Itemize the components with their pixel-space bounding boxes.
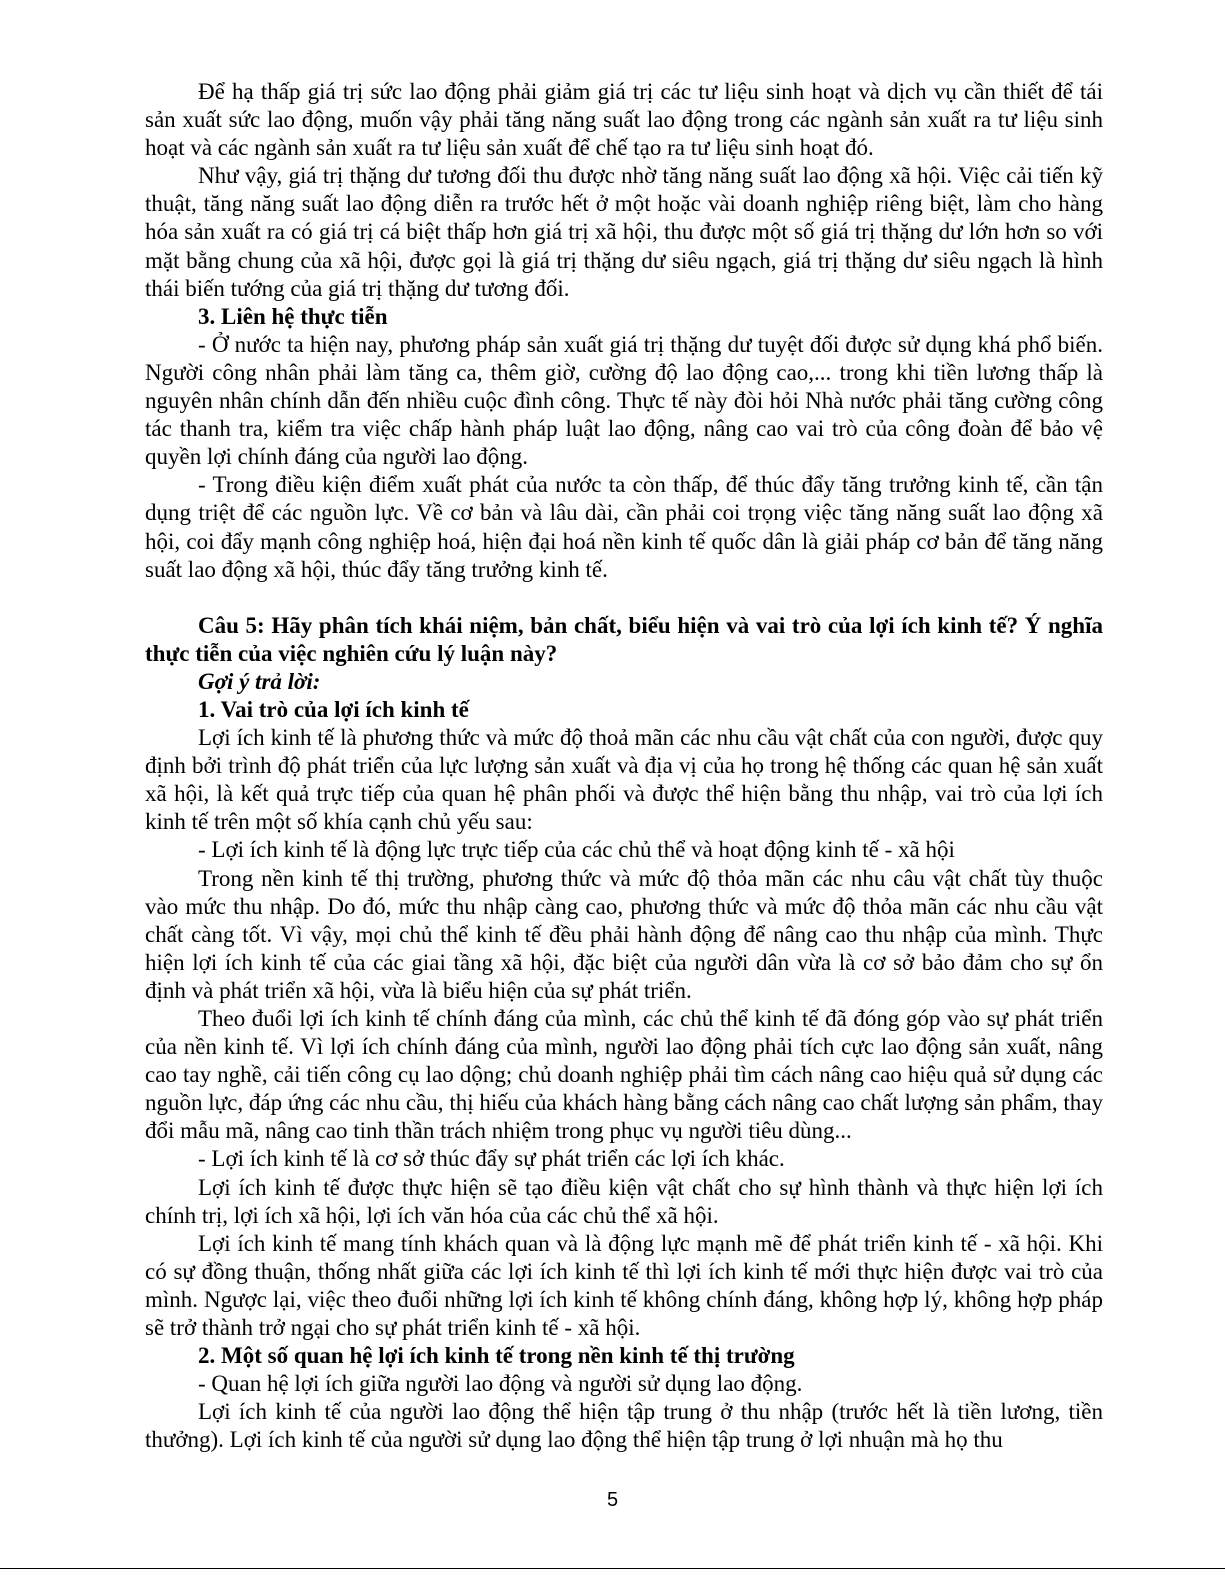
heading-economic-interest-relations: 2. Một số quan hệ lợi ích kinh tế trong nền kinh tế thị trường (198, 1343, 795, 1369)
paragraph-relative-surplus-value: Như vậy, giá trị thặng dư tương đối thu được nhờ tăng năng suất lao động xã hội. Việc cải tiến kỹ thuật, tăng năng suất lao động diễn ra trước hết ở một hoặc vài doanh nghiệp riêng biệt, làm cho hàng hóa sản xuất ra có giá trị cá biệt thấp hơn giá trị xã hội, thu được một số giá trị thặng dư lớn hơn so với mặt bằng chung của xã hội, được gọi là giá trị thặng dư siêu ngạch, giá trị thặng dư siêu ngạch là hình thái biến tướng của giá trị thặng dư tương đối. (145, 163, 1103, 301)
paragraph-lower-labor-value: Để hạ thấp giá trị sức lao động phải giảm giá trị các tư liệu sinh hoạt và dịch vụ cần thiết để tái sản xuất sức lao động, muốn vậy phải tăng năng suất lao động trong các ngành sản xuất ra tư liệu sinh hoạt và các ngành sản xuất ra tư liệu sản xuất để chế tạo ra tư liệu sinh hoạt đó. (145, 79, 1103, 161)
heading-role-of-economic-interest: 1. Vai trò của lợi ích kinh tế (198, 696, 469, 722)
paragraph-objective-nature: Lợi ích kinh tế mang tính khách quan và là động lực mạnh mẽ để phát triển kinh tế - xã hội. Khi có sự đồng thuận, thống nhất giữa các lợi ích kinh tế thì lợi ích kinh tế mới thực hiện được vai trò của mình. Ngược lại, việc theo đuổi những lợi ích kinh tế không chính đáng, không hợp lý, không hợp pháp sẽ trở thành trở ngại cho sự phát triển kinh tế - xã hội. (145, 1230, 1103, 1341)
page-number: 5 (606, 1489, 619, 1511)
paragraph-absolute-surplus-in-vietnam: - Ở nước ta hiện nay, phương pháp sản xuất giá trị thặng dư tuyệt đối được sử dụng khá phổ biến. Người công nhân phải làm tăng ca, thêm giờ, cường độ lao động cao,... trong khi tiền lương thấp là nguyên nhân chính dẫn đến nhiều cuộc đình công. Thực tế này đòi hỏi Nhà nước phải tăng cường công tác thanh tra, kiểm tra việc chấp hành pháp luật lao động, nâng cao vai trò của công đoàn để bảo vệ quyền lợi chính đáng của người lao động. (145, 331, 1103, 470)
paragraph-material-conditions: Lợi ích kinh tế được thực hiện sẽ tạo điều kiện vật chất cho sự hình thành và thực hiện lợi ích chính trị, lợi ích xã hội, lợi ích văn hóa của các chủ thể xã hội. (145, 1174, 1103, 1228)
paragraph-growth-conditions: - Trong điều kiện điểm xuất phát của nước ta còn thấp, để thúc đẩy tăng trưởng kinh tế, cần tận dụng triệt để các nguồn lực. Về cơ bản và lâu dài, cần phải coi trọng việc tăng năng suất lao động xã hội, coi đẩy mạnh công nghiệp hoá, hiện đại hoá nền kinh tế quốc dân là giải pháp cơ bản để tăng năng suất lao động xã hội, thúc đẩy tăng trưởng kinh tế. (145, 472, 1103, 582)
heading-practical-relation: 3. Liên hệ thực tiễn (198, 303, 388, 329)
paragraph-market-economy-income: Trong nền kinh tế thị trường, phương thức và mức độ thỏa mãn các nhu câu vật chất tùy thuộc vào mức thu nhập. Do đó, mức thu nhập càng cao, phương thức và mức độ thỏa mãn các nhu cầu vật chất càng tốt. Vì vậy, mọi chủ thể kinh tế đều phải hành động để nâng cao thu nhập của mình. Thực hiện lợi ích kinh tế của các giai tầng xã hội, đặc biệt của người dân vừa là cơ sở bảo đảm cho sự ổn định và phát triển xã hội, vừa là biểu hiện của sự phát triển. (145, 865, 1103, 1003)
paragraph-basis-for-other-interests: - Lợi ích kinh tế là cơ sở thúc đẩy sự phát triển các lợi ích khác. (198, 1146, 785, 1172)
paragraph-pursuing-legitimate-interest: Theo đuổi lợi ích kinh tế chính đáng của mình, các chủ thể kinh tế đã đóng góp vào sự phát triển của nền kinh tế. Vì lợi ích chính đáng của mình, người lao động phải tích cực lao động sản xuất, nâng cao tay nghề, cải tiến công cụ lao dộng; chủ doanh nghiệp phải tìm cách nâng cao hiệu quả sử dụng các nguồn lực, đáp ứng các nhu cầu, thị hiếu của khách hàng bằng cách nâng cao chất lượng sản phẩm, thay đổi mẫu mã, nâng cao tinh thần trách nhiệm trong phục vụ người tiêu dùng... (145, 1006, 1103, 1144)
paragraph-labor-employer-relation: - Quan hệ lợi ích giữa người lao động và người sử dụng lao động. (198, 1371, 803, 1397)
question-5-heading: Câu 5: Hãy phân tích khái niệm, bản chất, biểu hiện và vai trò của lợi ích kinh tế? Ý nghĩa thực tiễn của việc nghiên cứu lý luận này? (145, 612, 1103, 666)
paragraph-worker-income: Lợi ích kinh tế của người lao động thể hiện tập trung ở thu nhập (trước hết là tiền lương, tiền thưởng). Lợi ích kinh tế của người sử dụng lao động thể hiện tập trung ở lợi nhuận mà họ thu (145, 1399, 1103, 1453)
document-body (145, 78, 1103, 1455)
paragraph-direct-motivation: - Lợi ích kinh tế là động lực trực tiếp của các chủ thể và hoạt động kinh tế - xã hội (198, 837, 955, 863)
answer-hint-label: Gợi ý trả lời: (198, 668, 321, 694)
paragraph-economic-interest-definition: Lợi ích kinh tế là phương thức và mức độ thoả mãn các nhu cầu vật chất của con người, được quy định bởi trình độ phát triển của lực lượng sản xuất và địa vị của họ trong hệ thống các quan hệ sản xuất xã hội, là kết quả trực tiếp của quan hệ phân phối và được thể hiện bằng thu nhập, vai trò của lợi ích kinh tế trên một số khía cạnh chủ yếu sau: (145, 725, 1103, 835)
footer-divider (0, 1568, 1225, 1569)
